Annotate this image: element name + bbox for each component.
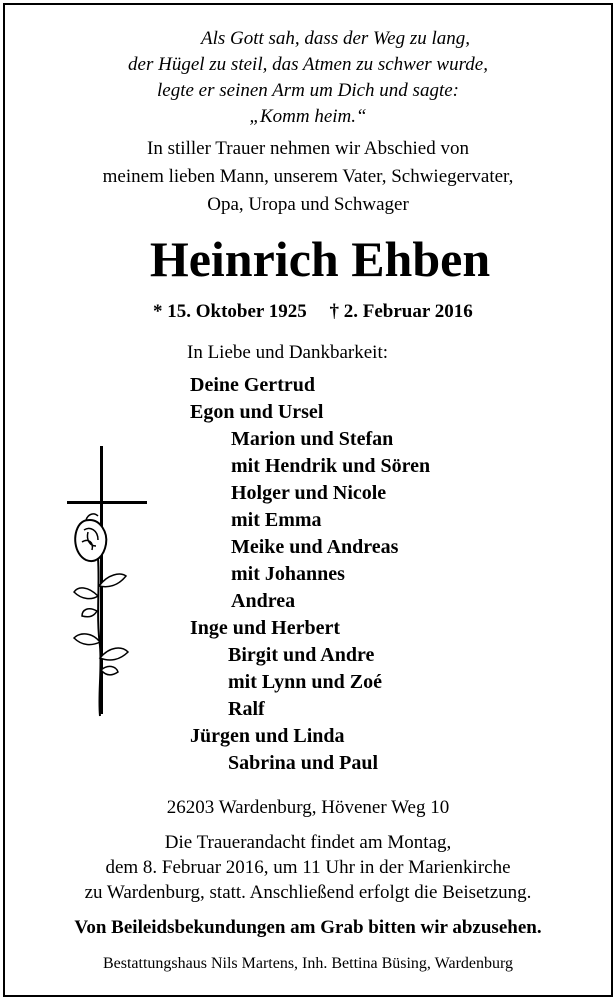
- death-date: † 2. Februar 2016: [329, 301, 473, 322]
- family-member: Deine Gertrud: [190, 374, 315, 396]
- cross-with-rose-icon: [62, 446, 152, 718]
- intro-text: [0, 135, 616, 219]
- deceased-name: Heinrich Ehben: [149, 231, 491, 287]
- address: 26203 Wardenburg, Hövener Weg 10: [166, 797, 450, 818]
- family-member: Birgit und Andre: [228, 644, 375, 666]
- condolence-note: Von Beileidsbekundungen am Grab bitten wir abzusehen.: [74, 917, 542, 938]
- poem-line: Als Gott sah, dass der Weg zu lang,: [200, 28, 470, 49]
- birth-date: * 15. Oktober 1925: [153, 301, 307, 322]
- intro-line: meinem lieben Mann, unserem Vater, Schwiegervater,: [102, 166, 514, 187]
- family-member: mit Hendrik und Sören: [231, 455, 431, 477]
- family-member: mit Lynn und Zoé: [228, 671, 382, 693]
- poem-line: „Komm heim.“: [249, 106, 367, 127]
- poem-line: legte er seinen Arm um Dich und sagte:: [156, 80, 459, 101]
- family-member: Sabrina und Paul: [228, 752, 379, 774]
- family-member: Marion und Stefan: [231, 428, 394, 450]
- intro-line: In stiller Trauer nehmen wir Abschied von: [147, 138, 469, 159]
- thanks-line: In Liebe und Dankbarkeit:: [187, 342, 389, 363]
- family-member: Inge und Herbert: [190, 617, 340, 639]
- family-member: Jürgen und Linda: [190, 725, 345, 747]
- family-member: Ralf: [228, 698, 265, 720]
- family-member: mit Emma: [231, 509, 322, 531]
- family-member: Meike und Andreas: [231, 536, 399, 558]
- service-line: Die Trauerandacht findet am Montag,: [164, 832, 452, 853]
- intro-line: Opa, Uropa und Schwager: [207, 194, 409, 215]
- service-line: zu Wardenburg, statt. Anschließend erfolgt die Beisetzung.: [84, 882, 532, 903]
- family-member: Andrea: [231, 590, 296, 612]
- family-member: Egon und Ursel: [190, 401, 324, 423]
- poem-line: der Hügel zu steil, das Atmen zu schwer wurde,: [128, 54, 488, 75]
- poem: [0, 26, 616, 130]
- life-dates: [153, 301, 473, 323]
- undertaker: Bestattungshaus Nils Martens, Inh. Bettina Büsing, Wardenburg: [102, 955, 514, 972]
- funeral-service-info: [0, 830, 616, 905]
- family-member: Holger und Nicole: [231, 482, 387, 504]
- family-member: mit Johannes: [231, 563, 345, 585]
- service-line: dem 8. Februar 2016, um 11 Uhr in der Marienkirche: [105, 857, 511, 878]
